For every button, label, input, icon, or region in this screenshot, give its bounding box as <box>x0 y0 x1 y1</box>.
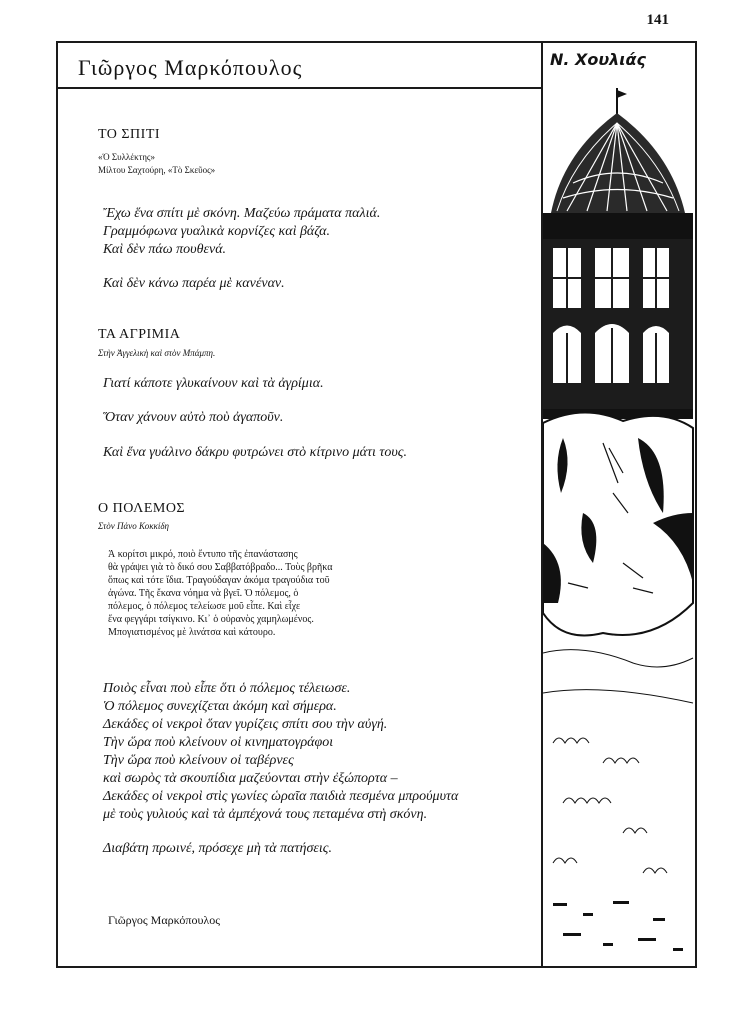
prose-line: ὅπως καὶ τότε ἴδια. Τραγούδαγαν ἀκόμα τραγούδια τοῦ <box>108 575 330 586</box>
prose-line: ἕνα φεγγάρι τσίγκινο. Κι᾽ ὁ οὐρανὸς χαμηλωμένος. <box>108 614 314 625</box>
verse-line: Διαβάτη πρωινέ, πρόσεχε μὴ τὰ πατήσεις. <box>103 841 332 856</box>
poem-title: ΤΟ ΣΠΙΤΙ <box>98 127 161 142</box>
prose-line: πόλεμος, ὁ πόλεμος τελείωσε μοῦ εἶπε. Καὶ εἶχε <box>108 601 301 612</box>
verse-line: Δεκάδες οἱ νεκροὶ ὅταν γυρίζεις σπίτι σου τὴν αὐγή. <box>103 717 388 732</box>
verse-line: Καὶ ἕνα γυάλινο δάκρυ φυτρώνει στὸ κίτρινο μάτι τους. <box>103 445 407 460</box>
poem-title: ΤΑ ΑΓΡΙΜΙΑ <box>98 327 181 342</box>
verse-line: Γιατί κάποτε γλυκαίνουν καὶ τὰ ἀγρίμια. <box>103 376 324 391</box>
verse-line: Ὅταν χάνουν αὐτὸ ποὺ ἀγαποῦν. <box>103 410 284 425</box>
verse-line: Τὴν ὥρα ποὺ κλείνουν οἱ κινηματογράφοι <box>103 735 334 750</box>
verse-line: Τὴν ὥρα ποὺ κλείνουν οἱ ταβέρνες <box>103 753 294 768</box>
verse-line: μὲ τοὺς γυλιούς καὶ τὰ ἀμπέχονά τους πεταμένα στὴ σκόνη. <box>103 807 428 822</box>
prose-line: θὰ γράψει γιὰ τὸ δικό σου Σαββατόβραδο... Τοὺς βρῆκα <box>108 562 333 573</box>
header-author-title: Γιῶργος Μαρκόπουλος <box>78 55 303 80</box>
verse-line: Καὶ δὲν κάνω παρέα μὲ κανέναν. <box>103 276 285 291</box>
verse-line: Δεκάδες οἱ νεκροὶ στὶς γωνίες ὡραῖα παιδιὰ πεσμένα μπρούμυτα <box>103 789 459 804</box>
verse-line: Καὶ δὲν πάω πουθενά. <box>103 242 227 257</box>
prose-line: ἀγώνα. Τῆς ἔκανα νόημα νὰ βγεῖ. Ὁ πόλεμος, ὁ <box>108 588 299 599</box>
artist-signature: Ν. Χουλιάς <box>550 50 647 69</box>
author-signature: Γιῶργος Μαρκόπουλος <box>108 913 220 927</box>
verse-line: Ἔχω ἕνα σπίτι μὲ σκόνη. Μαζεύω πράματα παλιά. <box>103 206 381 221</box>
poem-dedication: Στὸν Πάνο Κοκκίδη <box>98 521 170 531</box>
page-number: 141 <box>646 12 669 28</box>
illustration-panel <box>543 43 695 966</box>
poem-dedication: «Ὁ Συλλέκτης» <box>98 152 155 162</box>
ink-illustration <box>543 43 695 966</box>
verse-line: Ὁ πόλεμος συνεχίζεται ἀκόμη καὶ σήμερα. <box>103 699 337 714</box>
prose-line: Μπογιατισμένος μὲ λινάτσα καὶ κάτουρο. <box>108 627 276 638</box>
verse-line: Ποιὸς εἶναι ποὺ εἶπε ὅτι ὁ πόλεμος τέλειωσε. <box>103 681 351 696</box>
poem-dedication: Στὴν Ἀγγελικὴ καὶ στὸν Μπάμπη. <box>98 348 216 358</box>
verse-line: Γραμμόφωνα γυαλικὰ κορνίζες καὶ βάζα. <box>103 224 330 239</box>
verse-line: καὶ σωρὸς τὰ σκουπίδια μαζεύονται στὴν ἐξώπορτα – <box>103 771 398 786</box>
poem-dedication: Μίλτου Σαχτούρη, «Τὸ Σκεῦος» <box>98 165 216 175</box>
poem-title: Ο ΠΟΛΕΜΟΣ <box>98 501 186 516</box>
prose-line: Ἀ κορίτσι μικρό, ποιὸ ἔντυπο τῆς ἐπανάστασης <box>108 549 298 560</box>
